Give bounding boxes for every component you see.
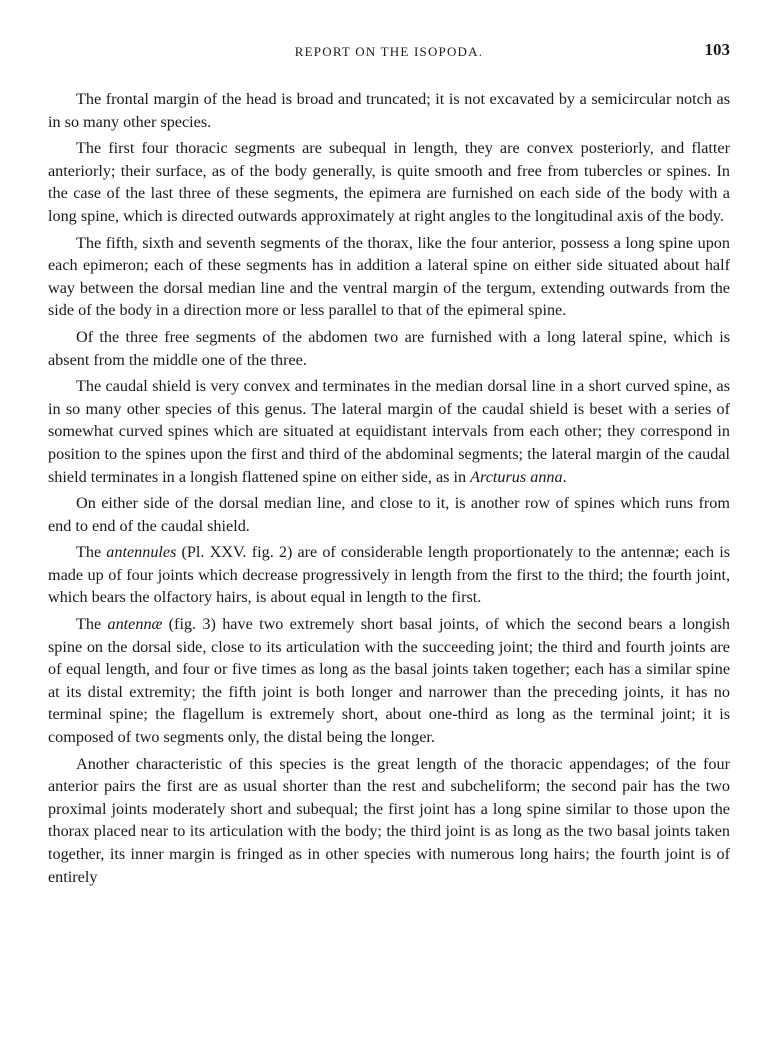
term-antennae-italic: antennæ (107, 615, 163, 634)
paragraph-text: The first four thoracic segments are subequal in length, they are convex posteriorly, and flatter anteriorly; their surface, as of the body generally, is quite smooth and free from tubercles or spines. In the case of the last three of these segments, the epimera are furnished on each side of the body with a long spine, which is directed outwards approximately at right angles to the longitudinal axis of the body. (48, 139, 730, 225)
running-title: REPORT ON THE ISOPODA. (294, 44, 484, 59)
running-head (48, 38, 730, 68)
paragraph-text: (fig. 3) have two extremely short basal joints, of which the second bears a longish spine on the dorsal side, close to its articulation with the succeeding joint; the third and fourth joints are of equal length, and four or five times as long as the basal joints taken together; each has a similar spine at its distal extremity; the fifth joint is both longer and narrower than the preceding joints, it has no terminal spine; the flagellum is extremely short, about one-third as long as the terminal joint; it is composed of two segments only, the distal being the longer. (48, 615, 730, 747)
paragraph-frontal-margin (48, 88, 730, 133)
paragraph-antennae (48, 613, 730, 749)
body-text (48, 88, 730, 888)
paragraph-text: Another characteristic of this species is the great length of the thoracic appendages; of the four anterior pairs the first are as usual shorter than the rest and subcheliform; the second pair has the two proximal joints moderately short and subequal; the first joint has a long spine similar to those upon the thorax placed near to its articulation with the body; the third joint is as long as the two basal joints taken together, its inner margin is fringed as in other species with numerous long hairs; the fourth joint is of entirely (48, 754, 730, 886)
paragraph-abdomen (48, 326, 730, 371)
paragraph-text: . (562, 467, 567, 486)
species-name-italic: Arcturus anna (470, 467, 563, 486)
paragraph-antennules (48, 541, 730, 609)
paragraph-posterior-thorax (48, 232, 730, 322)
paragraph-text: The (76, 615, 108, 634)
term-antennules-italic: antennules (106, 543, 177, 562)
paragraph-caudal-shield (48, 375, 730, 488)
paragraph-text: The (76, 543, 107, 562)
paragraph-thoracic-appendages (48, 753, 730, 889)
paragraph-text: Of the three free segments of the abdomen two are furnished with a long lateral spine, which is absent from the middle one of the three. (48, 327, 730, 369)
paragraph-thoracic-segments (48, 137, 730, 227)
paragraph-text: The fifth, sixth and seventh segments of the thorax, like the four anterior, possess a long spine upon each epimeron; each of these segments has in addition a lateral spine on either side situated about half way between the dorsal median line and the ventral margin of the tergum, extending outwards from the side of the body in a direction more or less parallel to that of the epimeral spine. (48, 233, 730, 320)
document-page (48, 38, 730, 892)
paragraph-text: The caudal shield is very convex and terminates in the median dorsal line in a short curved spine, as in so many other species of this genus. The lateral margin of the caudal shield is beset with a series of somewhat curved spines which are situated at equidistant intervals from each other; they correspond in position to the spines upon the first and third of the abdominal segments; the lateral margin of the caudal shield terminates in a longish flattened spine on either side, as in (48, 377, 730, 486)
paragraph-text: The frontal margin of the head is broad and truncated; it is not excavated by a semicircular notch as in so many other species. (48, 90, 730, 131)
paragraph-dorsal-spines (48, 492, 730, 537)
page-number: 103 (704, 40, 730, 59)
paragraph-text: (Pl. XXV. fig. 2) are of considerable length proportionately to the antennæ; each is made up of four joints which decrease progressively in length from the first to the third; the fourth joint, which bears the olfactory hairs, is about equal in length to the first. (48, 543, 730, 607)
paragraph-text: On either side of the dorsal median line, and close to it, is another row of spines which runs from end to end of the caudal shield. (48, 494, 730, 535)
